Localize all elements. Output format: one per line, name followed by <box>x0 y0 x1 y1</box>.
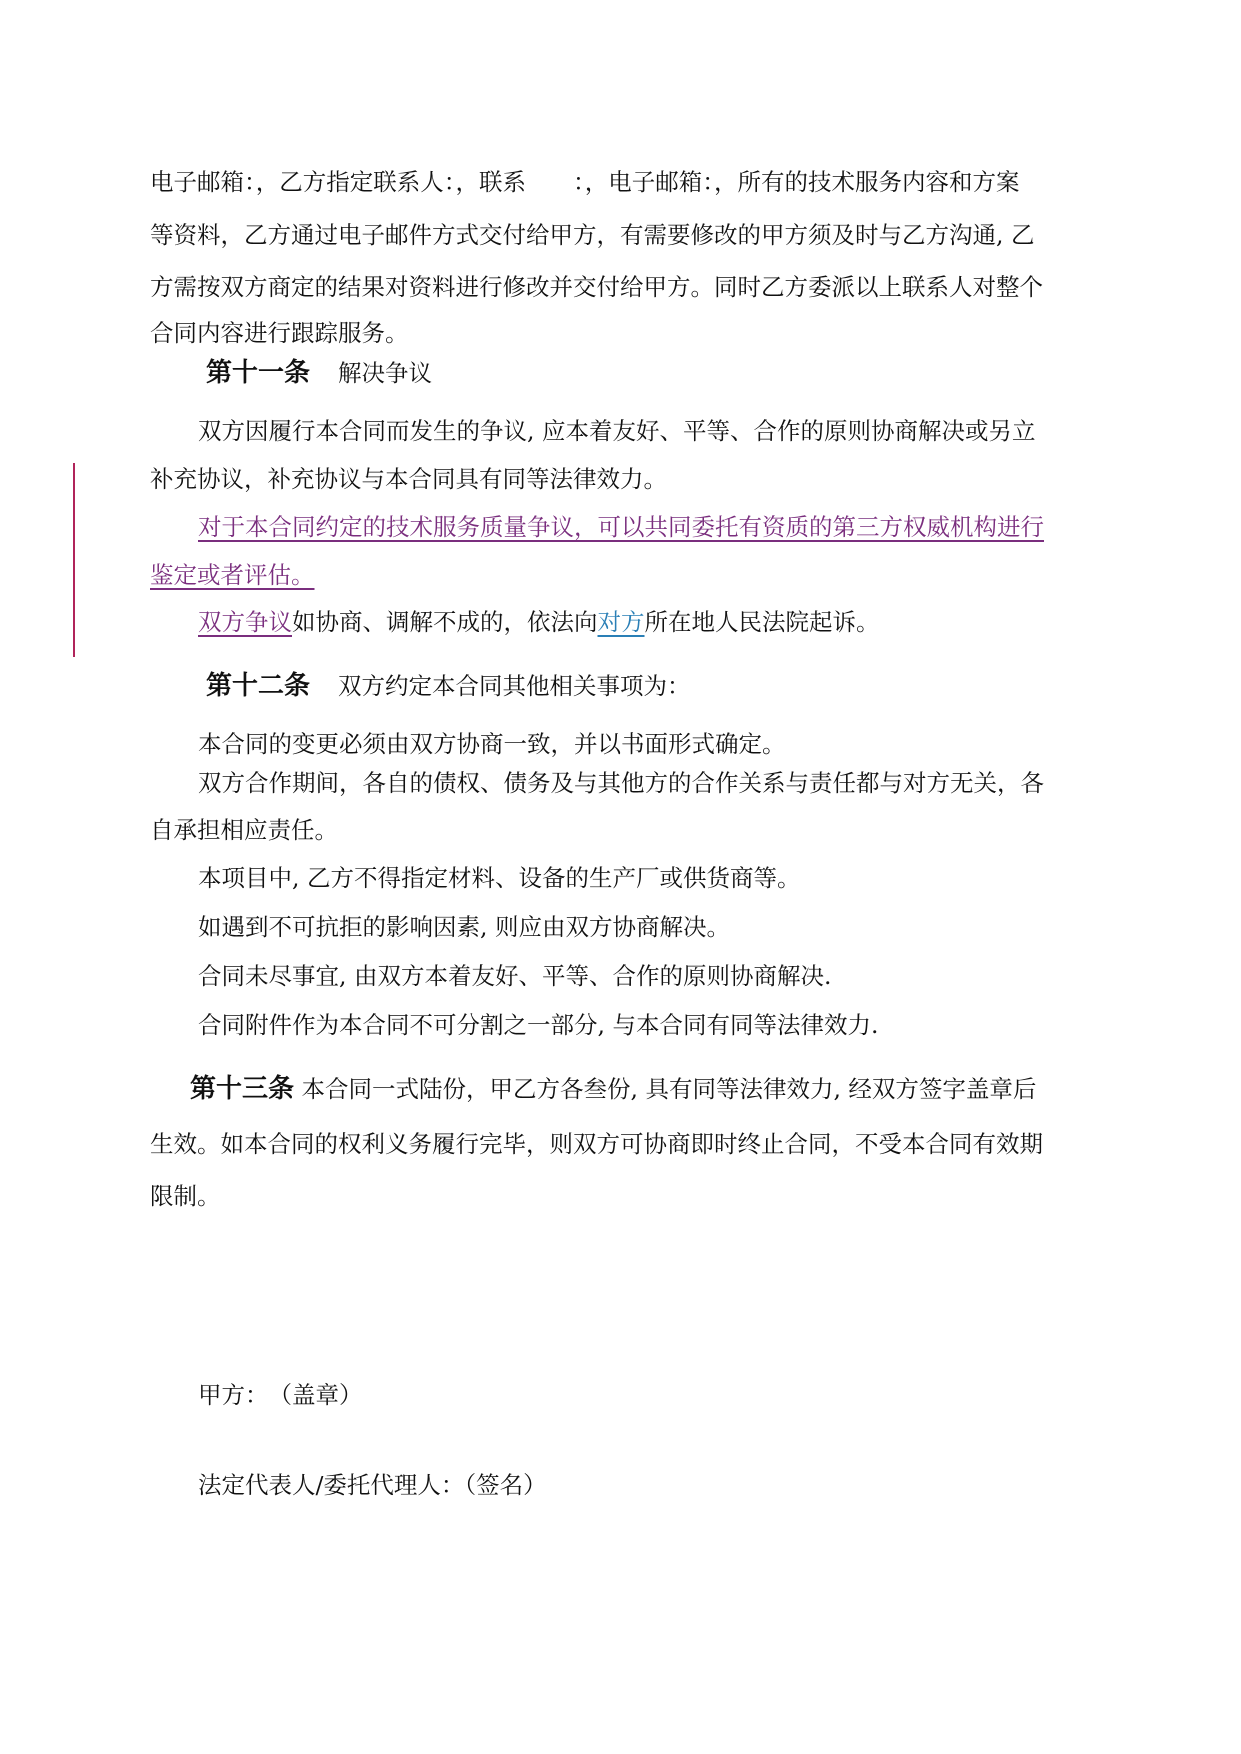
article-11-tracked-line1: 对于本合同约定的技术服务质量争议，可以共同委托有资质的第三方权威机构进行 <box>198 513 1044 541</box>
article-11-tracked-line2: 鉴定或者评估。 <box>150 561 315 589</box>
article-12-item-1: 本合同的变更必须由双方协商一致，并以书面形式确定。 <box>198 730 786 758</box>
article-13-text: 本合同一式陆份，甲乙方各叁份, 具有同等法律效力, 经双方签字盖章后 <box>301 1075 1037 1103</box>
article-13-line3: 限制。 <box>150 1182 221 1210</box>
intro-line-2: 等资料，乙方通过电子邮件方式交付给甲方，有需要修改的甲方须及时与乙方沟通, 乙 <box>150 221 1035 249</box>
article-11-number: 第十一条 <box>206 358 311 388</box>
article-11-para1-line2: 补充协议，补充协议与本合同具有同等法律效力。 <box>150 465 667 493</box>
intro-line-4: 合同内容进行跟踪服务。 <box>150 319 409 347</box>
article-12-item-5: 合同未尽事宜, 由双方本着友好、平等、合作的原则协商解决. <box>198 962 832 990</box>
article-12-item-3: 本项目中, 乙方不得指定材料、设备的生产厂或供货商等。 <box>198 864 801 892</box>
article-11-title: 解决争议 <box>338 359 433 387</box>
article-11-para3-end: 所在地人民法院起诉。 <box>644 608 880 636</box>
article-13-number: 第十三条 <box>190 1074 295 1104</box>
intro-line-3: 方需按双方商定的结果对资料进行修改并交付给甲方。同时乙方委派以上联系人对整个 <box>150 273 1043 301</box>
article-13-line1 <box>190 1074 1036 1104</box>
article-13-line2: 生效。如本合同的权利义务履行完毕，则双方可协商即时终止合同，不受本合同有效期 <box>150 1130 1043 1158</box>
article-11-para1-line1: 双方因履行本合同而发生的争议, 应本着友好、平等、合作的原则协商解决或另立 <box>198 417 1036 445</box>
revision-change-bar <box>73 463 75 657</box>
article-12-title: 双方约定本合同其他相关事项为： <box>338 672 691 700</box>
article-12-heading <box>206 671 691 701</box>
tracked-insert-shuangfang: 双方争议 <box>198 608 292 636</box>
article-11-heading <box>206 358 432 388</box>
article-12-item-6: 合同附件作为本合同不可分割之一部分, 与本合同有同等法律效力. <box>198 1011 879 1039</box>
article-12-number: 第十二条 <box>206 671 311 701</box>
article-12-item-2-line1: 双方合作期间，各自的债权、债务及与其他方的合作关系与责任都与对方无关，各 <box>198 769 1044 797</box>
article-12-item-4: 如遇到不可抗拒的影响因素, 则应由双方协商解决。 <box>198 913 730 941</box>
intro-line-1: 电子邮箱：，乙方指定联系人：，联系 ：，电子邮箱：，所有的技术服务内容和方案 <box>150 168 1020 196</box>
article-11-para3-text: 如协商、调解不成的，依法向 <box>292 608 598 636</box>
tracked-insert-duifang: 对方 <box>597 608 645 636</box>
representative-signature: 法定代表人/委托代理人：（签名） <box>198 1471 547 1499</box>
article-12-item-2-line2: 自承担相应责任。 <box>150 816 338 844</box>
party-a-seal: 甲方： （盖章） <box>198 1381 363 1409</box>
article-11-para3 <box>198 607 880 637</box>
